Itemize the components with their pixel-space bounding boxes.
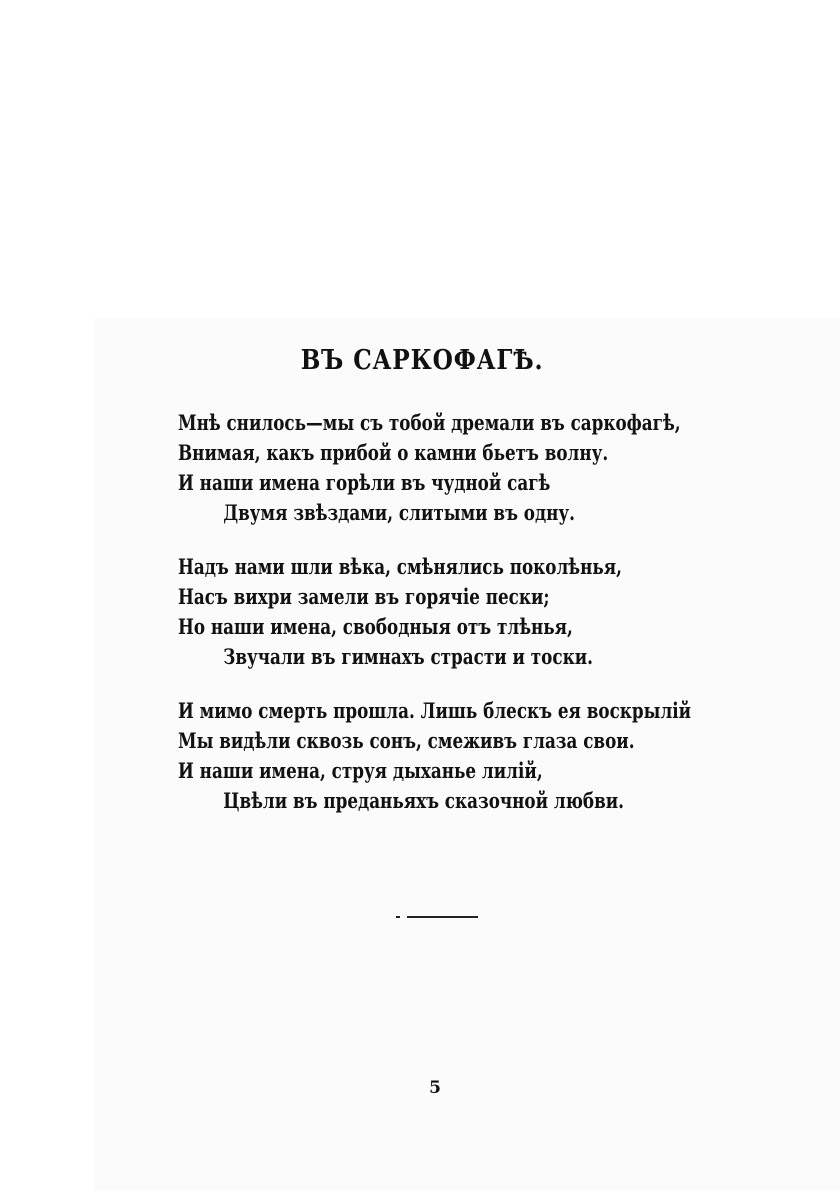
- verse-line-indented: Звучали въ гимнахъ страсти и тоски.: [223, 645, 593, 670]
- verse-line: Но наши имена, свободныя отъ тлѣнья,: [178, 615, 573, 640]
- verse-line: Мы видѣли сквозь сонъ, смеживъ глаза свои.: [178, 729, 635, 754]
- stanza-1: [178, 409, 778, 529]
- poem-title: ВЪ САРКОФАГѢ.: [300, 345, 544, 376]
- verse-line-indented: Двумя звѣздами, слитыми въ одну.: [223, 501, 575, 526]
- verse-line: И мимо смерть прошла. Лишь блескъ ея воскрылій: [178, 699, 692, 724]
- divider-rule: [407, 916, 478, 918]
- stanza-3: [178, 697, 778, 817]
- verse-line: Внимая, какъ прибой о камни бьетъ волну.: [178, 441, 609, 466]
- verse-line: И наши имена горѣли въ чудной сагѣ: [178, 471, 551, 496]
- divider-dot: [396, 916, 400, 918]
- verse-line-indented: Цвѣли въ преданьяхъ сказочной любви.: [223, 789, 625, 814]
- verse-line: Мнѣ снилось—мы съ тобой дремали въ саркофагѣ,: [178, 411, 681, 436]
- verse-line: И наши имена, струя дыханье лилій,: [178, 759, 543, 784]
- verse-line: Насъ вихри замели въ горячіе пески;: [178, 585, 550, 610]
- section-divider: [396, 915, 478, 919]
- page-number: 5: [429, 1078, 441, 1098]
- stanza-2: [178, 553, 778, 673]
- verse-line: Надъ нами шли вѣка, смѣнялись поколѣнья,: [178, 555, 622, 580]
